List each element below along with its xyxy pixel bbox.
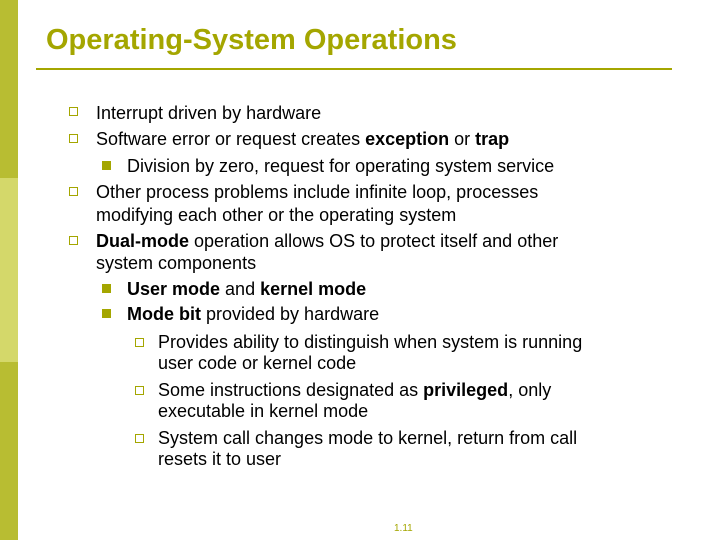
- bullet-dual-mode-line2: system components: [96, 253, 257, 273]
- title-underline: [36, 68, 672, 70]
- sidebar-segment-top: [0, 0, 18, 178]
- term-dual-mode: Dual-mode: [96, 231, 190, 251]
- term-trap: trap: [475, 129, 510, 149]
- solid-square-bullet-icon: [102, 161, 111, 170]
- bullet-system-call-line2: resets it to user: [158, 449, 282, 469]
- bullet-division-by-zero: Division by zero, request for operating system service: [127, 156, 555, 176]
- hollow-square-bullet-icon: [135, 434, 144, 443]
- term-exception: exception: [365, 129, 450, 149]
- bullet-privileged-line1: [158, 379, 551, 401]
- hollow-square-bullet-icon: [69, 134, 78, 143]
- term-user-mode: User mode: [127, 279, 221, 299]
- hollow-square-bullet-icon: [135, 338, 144, 347]
- bullet-other-problems-line1: Other process problems include infinite loop, processes: [96, 182, 539, 202]
- hollow-square-bullet-icon: [135, 386, 144, 395]
- hollow-square-bullet-icon: [69, 236, 78, 245]
- solid-square-bullet-icon: [102, 284, 111, 293]
- bullet-distinguish-line2: user code or kernel code: [158, 353, 357, 373]
- bullet-mode-bit: [127, 303, 379, 325]
- bullet-dual-mode-line1: [96, 230, 558, 252]
- bullet-system-call-line1: System call changes mode to kernel, return from call: [158, 428, 578, 448]
- text-segment: , only: [508, 380, 552, 400]
- bullet-distinguish-line1: Provides ability to distinguish when system is running: [158, 332, 583, 352]
- hollow-square-bullet-icon: [69, 187, 78, 196]
- text-segment: Some instructions designated as: [158, 380, 424, 400]
- slide-title: Operating-System Operations: [46, 24, 457, 56]
- text-segment: and: [220, 279, 261, 299]
- term-kernel-mode: kernel mode: [260, 279, 367, 299]
- solid-square-bullet-icon: [102, 309, 111, 318]
- sidebar-decoration: [0, 0, 18, 540]
- bullet-privileged-line2: executable in kernel mode: [158, 401, 369, 421]
- page-number: 1.11: [394, 523, 413, 534]
- bullet-user-kernel-mode: [127, 278, 366, 300]
- text-segment: provided by hardware: [201, 304, 380, 324]
- sidebar-segment-bottom: [0, 362, 18, 540]
- text-segment: or: [449, 129, 476, 149]
- sidebar-segment-middle: [0, 178, 18, 362]
- bullet-software-error: [96, 128, 509, 150]
- text-segment: Software error or request creates: [96, 129, 366, 149]
- bullet-other-problems-line2: modifying each other or the operating system: [96, 205, 457, 225]
- term-mode-bit: Mode bit: [127, 304, 201, 324]
- text-segment: operation allows OS to protect itself and other: [189, 231, 559, 251]
- bullet-interrupt: Interrupt driven by hardware: [96, 103, 322, 123]
- term-privileged: privileged: [423, 380, 509, 400]
- hollow-square-bullet-icon: [69, 107, 78, 116]
